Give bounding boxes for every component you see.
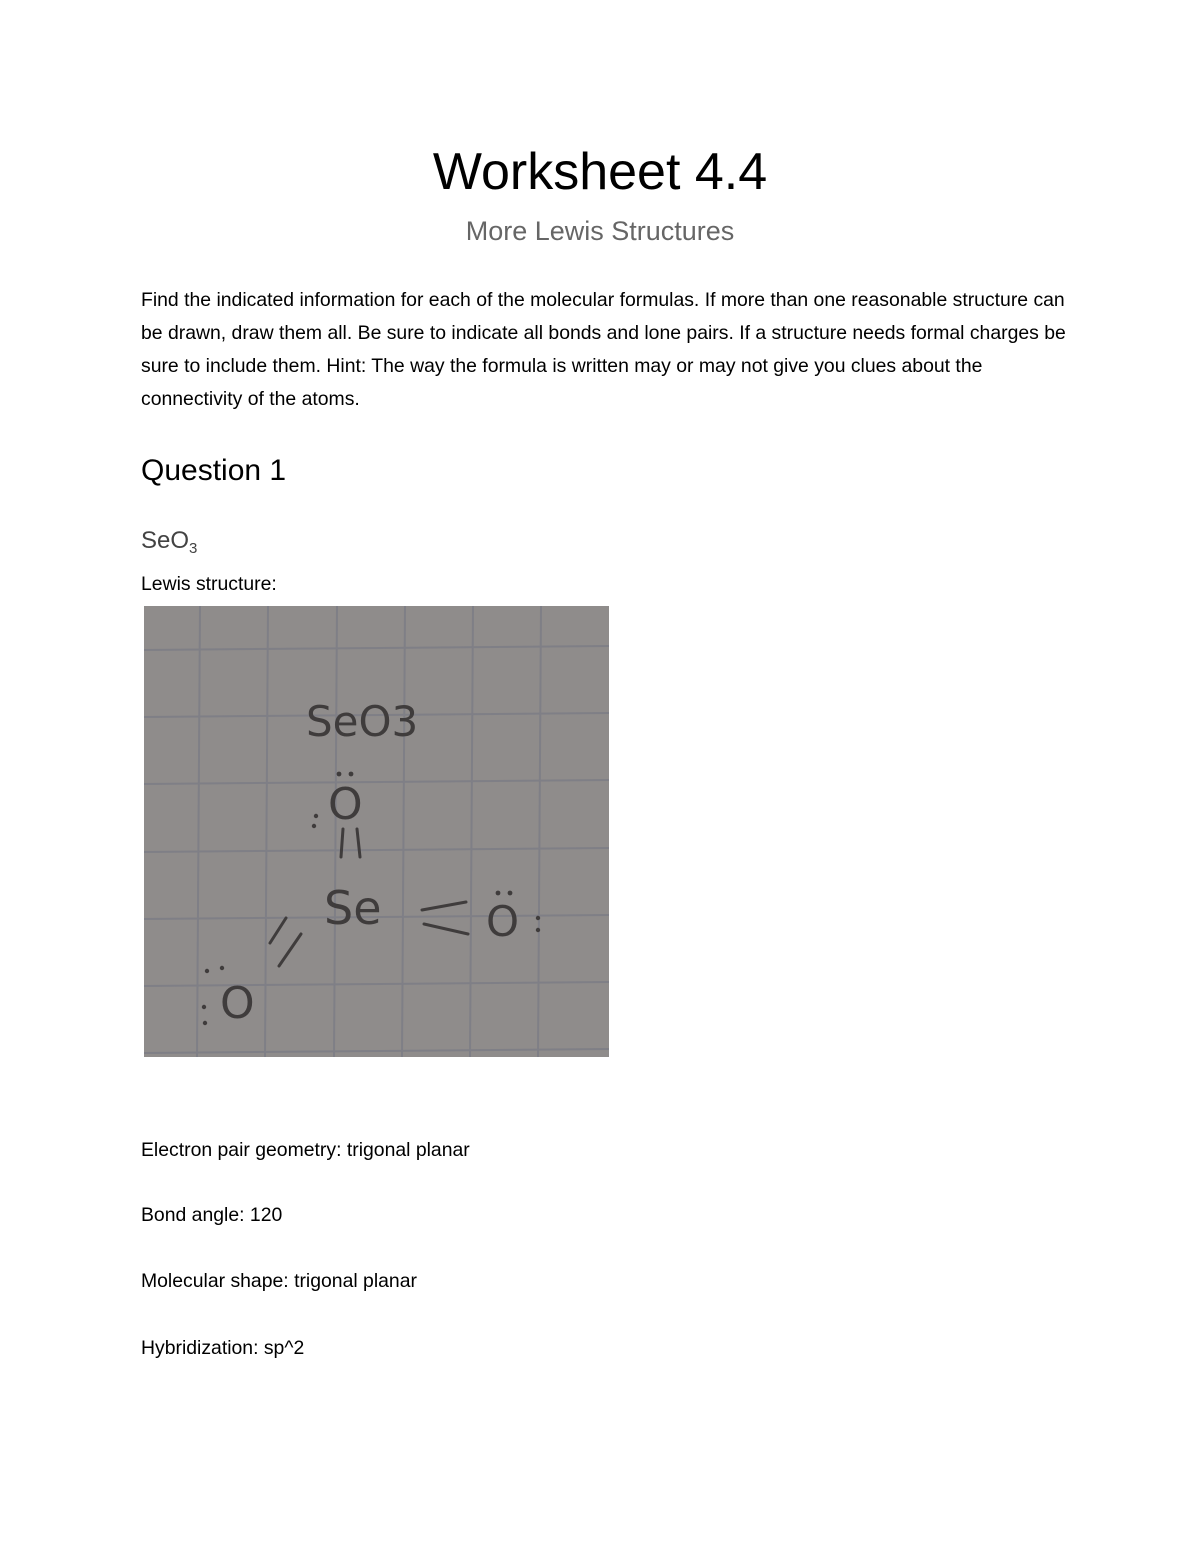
left-oxygen-lone-pair-dot bbox=[220, 966, 224, 970]
lewis-structure-label: Lewis structure: bbox=[141, 573, 277, 595]
right-oxygen-lone-pair-dot bbox=[496, 891, 501, 896]
left-oxygen-lone-pair-dot bbox=[205, 969, 209, 973]
handwritten-lewis-drawing bbox=[144, 606, 609, 1057]
page-title: Worksheet 4.4 bbox=[432, 143, 768, 201]
hybridization-answer bbox=[141, 1334, 304, 1362]
formula-subscript: 3 bbox=[189, 540, 198, 557]
answer-value: trigonal planar bbox=[294, 1270, 417, 1292]
page-subtitle: More Lewis Structures bbox=[465, 216, 735, 246]
answer-label: Molecular shape: bbox=[141, 1270, 295, 1292]
molecular-formula bbox=[141, 525, 197, 565]
bond-angle-answer bbox=[141, 1201, 282, 1229]
molecular-shape-answer bbox=[141, 1267, 417, 1295]
left-oxygen-lone-pair-dot bbox=[203, 1021, 207, 1025]
answer-value: trigonal planar bbox=[346, 1139, 470, 1161]
right-oxygen-lone-pair-dot bbox=[508, 891, 513, 896]
answer-value: 120 bbox=[249, 1204, 283, 1226]
answer-value: sp^2 bbox=[263, 1337, 305, 1359]
handwritten-formula: SeO3 bbox=[306, 697, 419, 746]
top-double-bond-line bbox=[341, 829, 343, 857]
answer-label: Electron pair geometry: bbox=[141, 1139, 347, 1161]
right-oxygen: O bbox=[486, 897, 520, 946]
right-oxygen-lone-pair-dot bbox=[536, 928, 540, 932]
top-oxygen-lone-pair-dot bbox=[314, 814, 318, 818]
left-oxygen: O bbox=[220, 978, 255, 1029]
left-oxygen-lone-pair-dot bbox=[202, 1005, 206, 1009]
top-oxygen-lone-pair-dot bbox=[349, 772, 354, 777]
top-oxygen: O bbox=[328, 779, 363, 830]
right-oxygen-lone-pair-dot bbox=[536, 916, 540, 920]
answer-label: Bond angle: bbox=[141, 1204, 250, 1226]
formula-base: SeO bbox=[141, 527, 190, 554]
central-selenium: Se bbox=[324, 881, 382, 935]
question-heading: Question 1 bbox=[141, 454, 287, 487]
instructions-paragraph: Find the indicated information for each of the molecular formulas. If more than one reasonable structure can be drawn, draw them all. Be sure to indicate all bonds and lone pairs. If a structure needs formal charges be sure to include them. Hint: The way the formula is written may or may not give you clues about the connectivity of the atoms. bbox=[141, 289, 1066, 410]
answer-label: Hybridization: bbox=[141, 1337, 264, 1359]
electron-pair-geometry-answer bbox=[141, 1136, 470, 1164]
lewis-structure-photo bbox=[144, 606, 609, 1057]
top-oxygen-lone-pair-dot bbox=[337, 772, 342, 777]
top-oxygen-lone-pair-dot bbox=[312, 824, 316, 828]
